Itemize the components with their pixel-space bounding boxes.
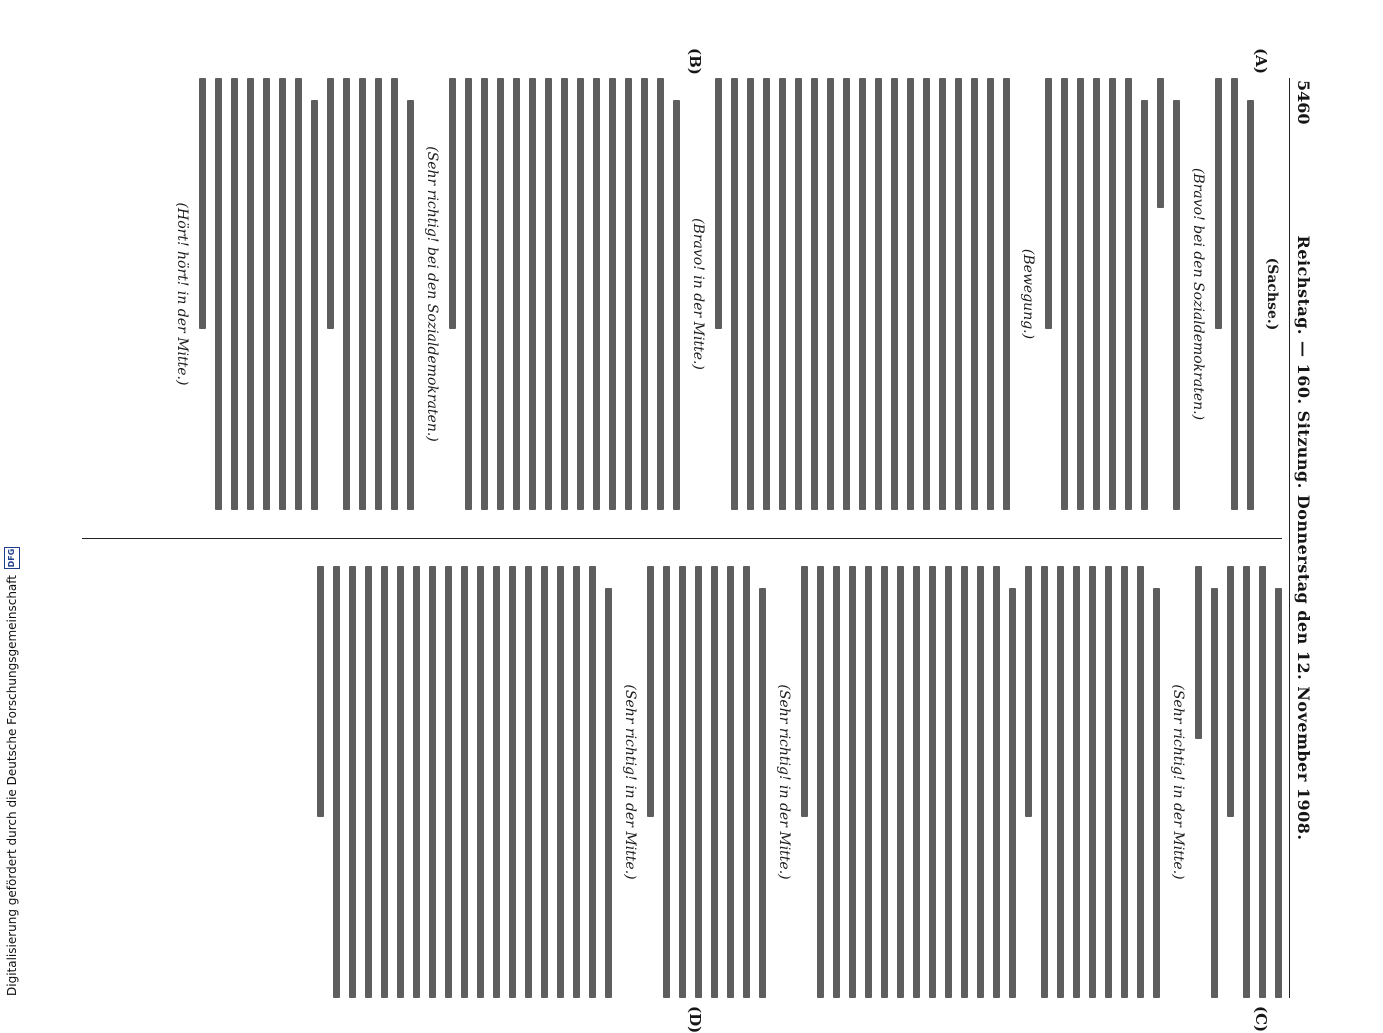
digitization-credit bbox=[4, 547, 20, 996]
paragraph bbox=[199, 78, 318, 510]
page-header bbox=[1289, 78, 1316, 998]
left-column bbox=[82, 78, 1282, 510]
interjection: (Sehr richtig! in der Mitte.) bbox=[776, 684, 792, 880]
margin-letter-d: (D) bbox=[686, 1006, 704, 1033]
column-divider bbox=[82, 538, 1282, 539]
running-title: Reichstag. — 160. Sitzung. Donnerstag den 12. November 1908. bbox=[1294, 235, 1313, 841]
paragraph bbox=[1227, 566, 1282, 998]
margin-letter-c: (C) bbox=[1252, 1006, 1270, 1033]
interjection: (Hört! hört! in der Mitte.) bbox=[174, 202, 190, 386]
interjection: (Bravo! bei den Sozialdemokraten.) bbox=[1190, 167, 1206, 421]
interjection: (Bravo! in der Mitte.) bbox=[690, 218, 706, 370]
paragraph bbox=[647, 566, 766, 998]
paragraph bbox=[1025, 566, 1160, 998]
dfg-logo-icon: DFG bbox=[4, 547, 20, 569]
paragraph bbox=[1215, 78, 1254, 510]
paragraph bbox=[317, 566, 612, 998]
paragraph bbox=[449, 78, 680, 510]
margin-letter-a: (A) bbox=[1252, 48, 1270, 74]
interjection: (Sehr richtig! in der Mitte.) bbox=[622, 684, 638, 880]
paragraph bbox=[1195, 566, 1218, 998]
rotated-page bbox=[76, 48, 1316, 1033]
paragraph bbox=[1045, 78, 1148, 510]
interjection: (Sehr richtig! in der Mitte.) bbox=[1170, 684, 1186, 880]
paragraph bbox=[715, 78, 1010, 510]
paragraph bbox=[327, 78, 414, 510]
paragraph bbox=[1157, 78, 1180, 510]
paragraph bbox=[801, 566, 1016, 998]
interjection: (Sehr richtig! bei den Sozialdemokraten.) bbox=[424, 146, 440, 442]
margin-letter-b: (B) bbox=[686, 48, 704, 75]
credit-text: Digitalisierung gefördert durch die Deutsche Forschungsgemeinschaft bbox=[5, 574, 19, 996]
page-number: 5460 bbox=[1294, 80, 1313, 125]
speaker-tag: (Sachse.) bbox=[1264, 257, 1280, 331]
interjection: (Bewegung.) bbox=[1020, 248, 1036, 340]
right-column bbox=[82, 566, 1282, 998]
